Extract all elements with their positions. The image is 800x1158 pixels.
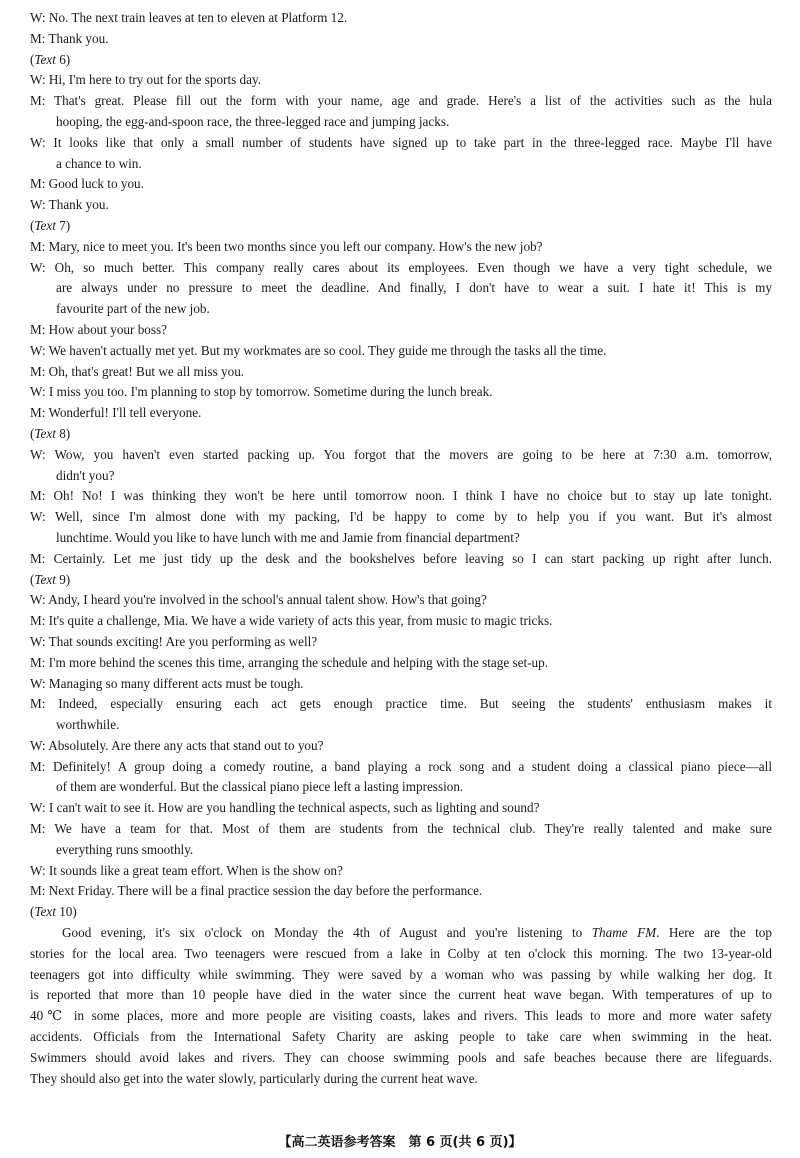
line-text: Good evening, it's six o'clock on Monday the 4th of August and you're listening to [62,925,592,941]
line-text: M: It's quite a challenge, Mia. We have a wide variety of acts this year, from music to magic tricks. [30,613,553,629]
transcript-line [30,736,772,757]
text-section-label [30,424,772,445]
line-text: a chance to win. [56,155,142,171]
line-text-tail: 9) [55,571,71,587]
text-section-label [30,50,772,71]
transcript-line [30,8,772,29]
line-text: teenagers got into difficulty while swimming. They were saved by a woman who was passing by while walking her dog. It [30,966,772,982]
line-text: W: Thank you. [30,197,109,213]
line-text: They should also get into the water slowly, particularly during the current heat wave. [30,1070,478,1086]
transcript-line [30,320,772,341]
transcript-line [30,965,772,986]
transcript-line [30,1027,772,1048]
line-text: ( [30,904,35,920]
transcript-line [30,549,772,570]
italic-text: Text [34,425,56,441]
line-text: W: Wow, you haven't even started packing up. You forgot that the movers are going to be here at 7:30 a.m. tomorrow, [30,446,772,462]
transcript-line [30,798,772,819]
transcript-line [30,881,772,902]
italic-text: Text [34,904,56,920]
line-text: ( [30,217,35,233]
line-text: M: Definitely! A group doing a comedy routine, a band playing a rock song and a student doing a classical piano piece—all [30,758,772,774]
transcript-line [30,299,772,320]
line-text: ( [30,571,35,587]
line-text: are always under no pressure to meet the deadline. And finally, I don't have to wear a suit. I hate it! This is my [56,280,772,296]
line-text: hooping, the egg-and-spoon race, the three-legged race and jumping jacks. [56,113,450,129]
text-section-label [30,216,772,237]
transcript-line [30,777,772,798]
transcript-line [30,694,772,715]
transcript-line [30,174,772,195]
line-text: accidents. Officials from the International Safety Charity are asking people to take care when swimming in the heat. [30,1029,772,1045]
transcript-line [30,611,772,632]
line-text: M: Good luck to you. [30,176,144,192]
line-text: W: No. The next train leaves at ten to eleven at Platform 12. [30,10,348,25]
transcript-line [30,70,772,91]
line-text: worthwhile. [56,717,120,733]
transcript-line [30,382,772,403]
line-text: W: Absolutely. Are there any acts that stand out to you? [30,737,324,753]
transcript-line [30,674,772,695]
line-text: favourite part of the new job. [56,301,210,317]
italic-text: Text [34,571,56,587]
line-text: W: It looks like that only a small number of students have signed up to take part in the three-legged race. Maybe I'll have [30,134,772,150]
line-text: M: Certainly. Let me just tidy up the desk and the bookshelves before leaving so I can start packing up right after lunch. [30,550,772,566]
line-text: Swimmers should avoid lakes and rivers. They can choose swimming pools and safe beaches because there are lifeguards. [30,1049,772,1065]
transcript-line [30,445,772,466]
line-text: everything runs smoothly. [56,841,194,857]
line-text: M: We have a team for that. Most of them are students from the technical club. They're really talented and make sure [30,821,772,837]
transcript-line [30,403,772,424]
italic-text: Text [34,217,56,233]
transcript-line [30,507,772,528]
line-text: W: Andy, I heard you're involved in the school's annual talent show. How's that going? [30,592,487,608]
transcript-line [30,840,772,861]
transcript-line [30,985,772,1006]
listening-transcript [30,8,772,1089]
line-text-tail: . Here are the top [656,925,772,941]
line-text: M: Indeed, especially ensuring each act gets enough practice time. But seeing the students' enthusiasm makes it [30,696,772,712]
transcript-line [30,632,772,653]
transcript-line [30,341,772,362]
line-text-tail: 8) [55,425,71,441]
transcript-line [30,112,772,133]
transcript-line [30,944,772,965]
transcript-line [30,1006,772,1027]
transcript-line [30,278,772,299]
line-text: M: Wonderful! I'll tell everyone. [30,405,202,421]
line-text: 40℃ in some places, more and more people are visiting coasts, lakes and rivers. This leads to more and more water safety [30,1008,772,1024]
transcript-line [30,237,772,258]
line-text: W: That sounds exciting! Are you performing as well? [30,633,318,649]
transcript-line [30,258,772,279]
line-text: M: Oh, that's great! But we all miss you. [30,363,245,379]
transcript-line [30,486,772,507]
transcript-line [30,590,772,611]
line-text-tail: 7) [55,217,71,233]
transcript-line [30,466,772,487]
line-text: didn't you? [56,467,115,483]
transcript-line [30,29,772,50]
transcript-line [30,653,772,674]
italic-text: Thame FM [591,925,657,941]
transcript-line [30,362,772,383]
line-text-tail: 6) [55,51,71,67]
line-text: M: Next Friday. There will be a final practice session the day before the performance. [30,883,483,899]
line-text: W: I can't wait to see it. How are you handling the technical aspects, such as lighting and sound? [30,800,540,816]
line-text: W: Hi, I'm here to try out for the sports day. [30,72,262,88]
transcript-line [30,154,772,175]
transcript-line [30,1048,772,1069]
line-text: M: I'm more behind the scenes this time, arranging the schedule and helping with the stage set-up. [30,654,549,670]
line-text: M: Thank you. [30,30,109,46]
line-text: W: Managing so many different acts must be tough. [30,675,304,691]
line-text: M: That's great. Please fill out the form with your name, age and grade. Here's a list of the activities such as the hula [30,93,772,109]
line-text: M: How about your boss? [30,321,167,337]
line-text: W: I miss you too. I'm planning to stop by tomorrow. Sometime during the lunch break. [30,384,493,400]
text-section-label [30,570,772,591]
line-text: M: Mary, nice to meet you. It's been two months since you left our company. How's the new job? [30,238,543,254]
line-text: ( [30,425,35,441]
line-text: M: Oh! No! I was thinking they won't be here until tomorrow noon. I think I have no choice but to stay up late tonight. [30,488,772,504]
line-text: of them are wonderful. But the classical piano piece left a lasting impression. [56,779,464,795]
transcript-line [30,195,772,216]
transcript-line [30,133,772,154]
italic-text: Text [34,51,56,67]
transcript-line [30,528,772,549]
transcript-line [30,819,772,840]
line-text: is reported that more than 10 people have died in the water since the current heat wave began. With temperatures of up to [30,987,772,1003]
page-footer: 【高二英语参考答案 第 6 页(共 6 页)】 [278,1135,522,1150]
line-text: W: Well, since I'm almost done with my packing, I'd be happy to come by to help you if you want. But it's almost [30,509,772,525]
line-text: W: It sounds like a great team effort. When is the show on? [30,862,343,878]
transcript-line [30,757,772,778]
transcript-line [30,1069,772,1090]
transcript-line [30,861,772,882]
transcript-line [30,715,772,736]
line-text-tail: 10) [55,904,77,920]
transcript-line [30,923,772,944]
line-text: lunchtime. Would you like to have lunch with me and Jamie from financial department? [56,529,520,545]
line-text: stories for the local area. Two teenagers were rescued from a lake in Colby at ten o'clock this morning. The two 13-year-old [30,945,772,961]
transcript-line [30,91,772,112]
line-text: ( [30,51,35,67]
line-text: W: We haven't actually met yet. But my workmates are so cool. They guide me through the tasks all the time. [30,342,607,358]
line-text: W: Oh, so much better. This company really cares about its employees. Even though we have a very tight schedule, we [30,259,772,275]
text-section-label [30,902,772,923]
